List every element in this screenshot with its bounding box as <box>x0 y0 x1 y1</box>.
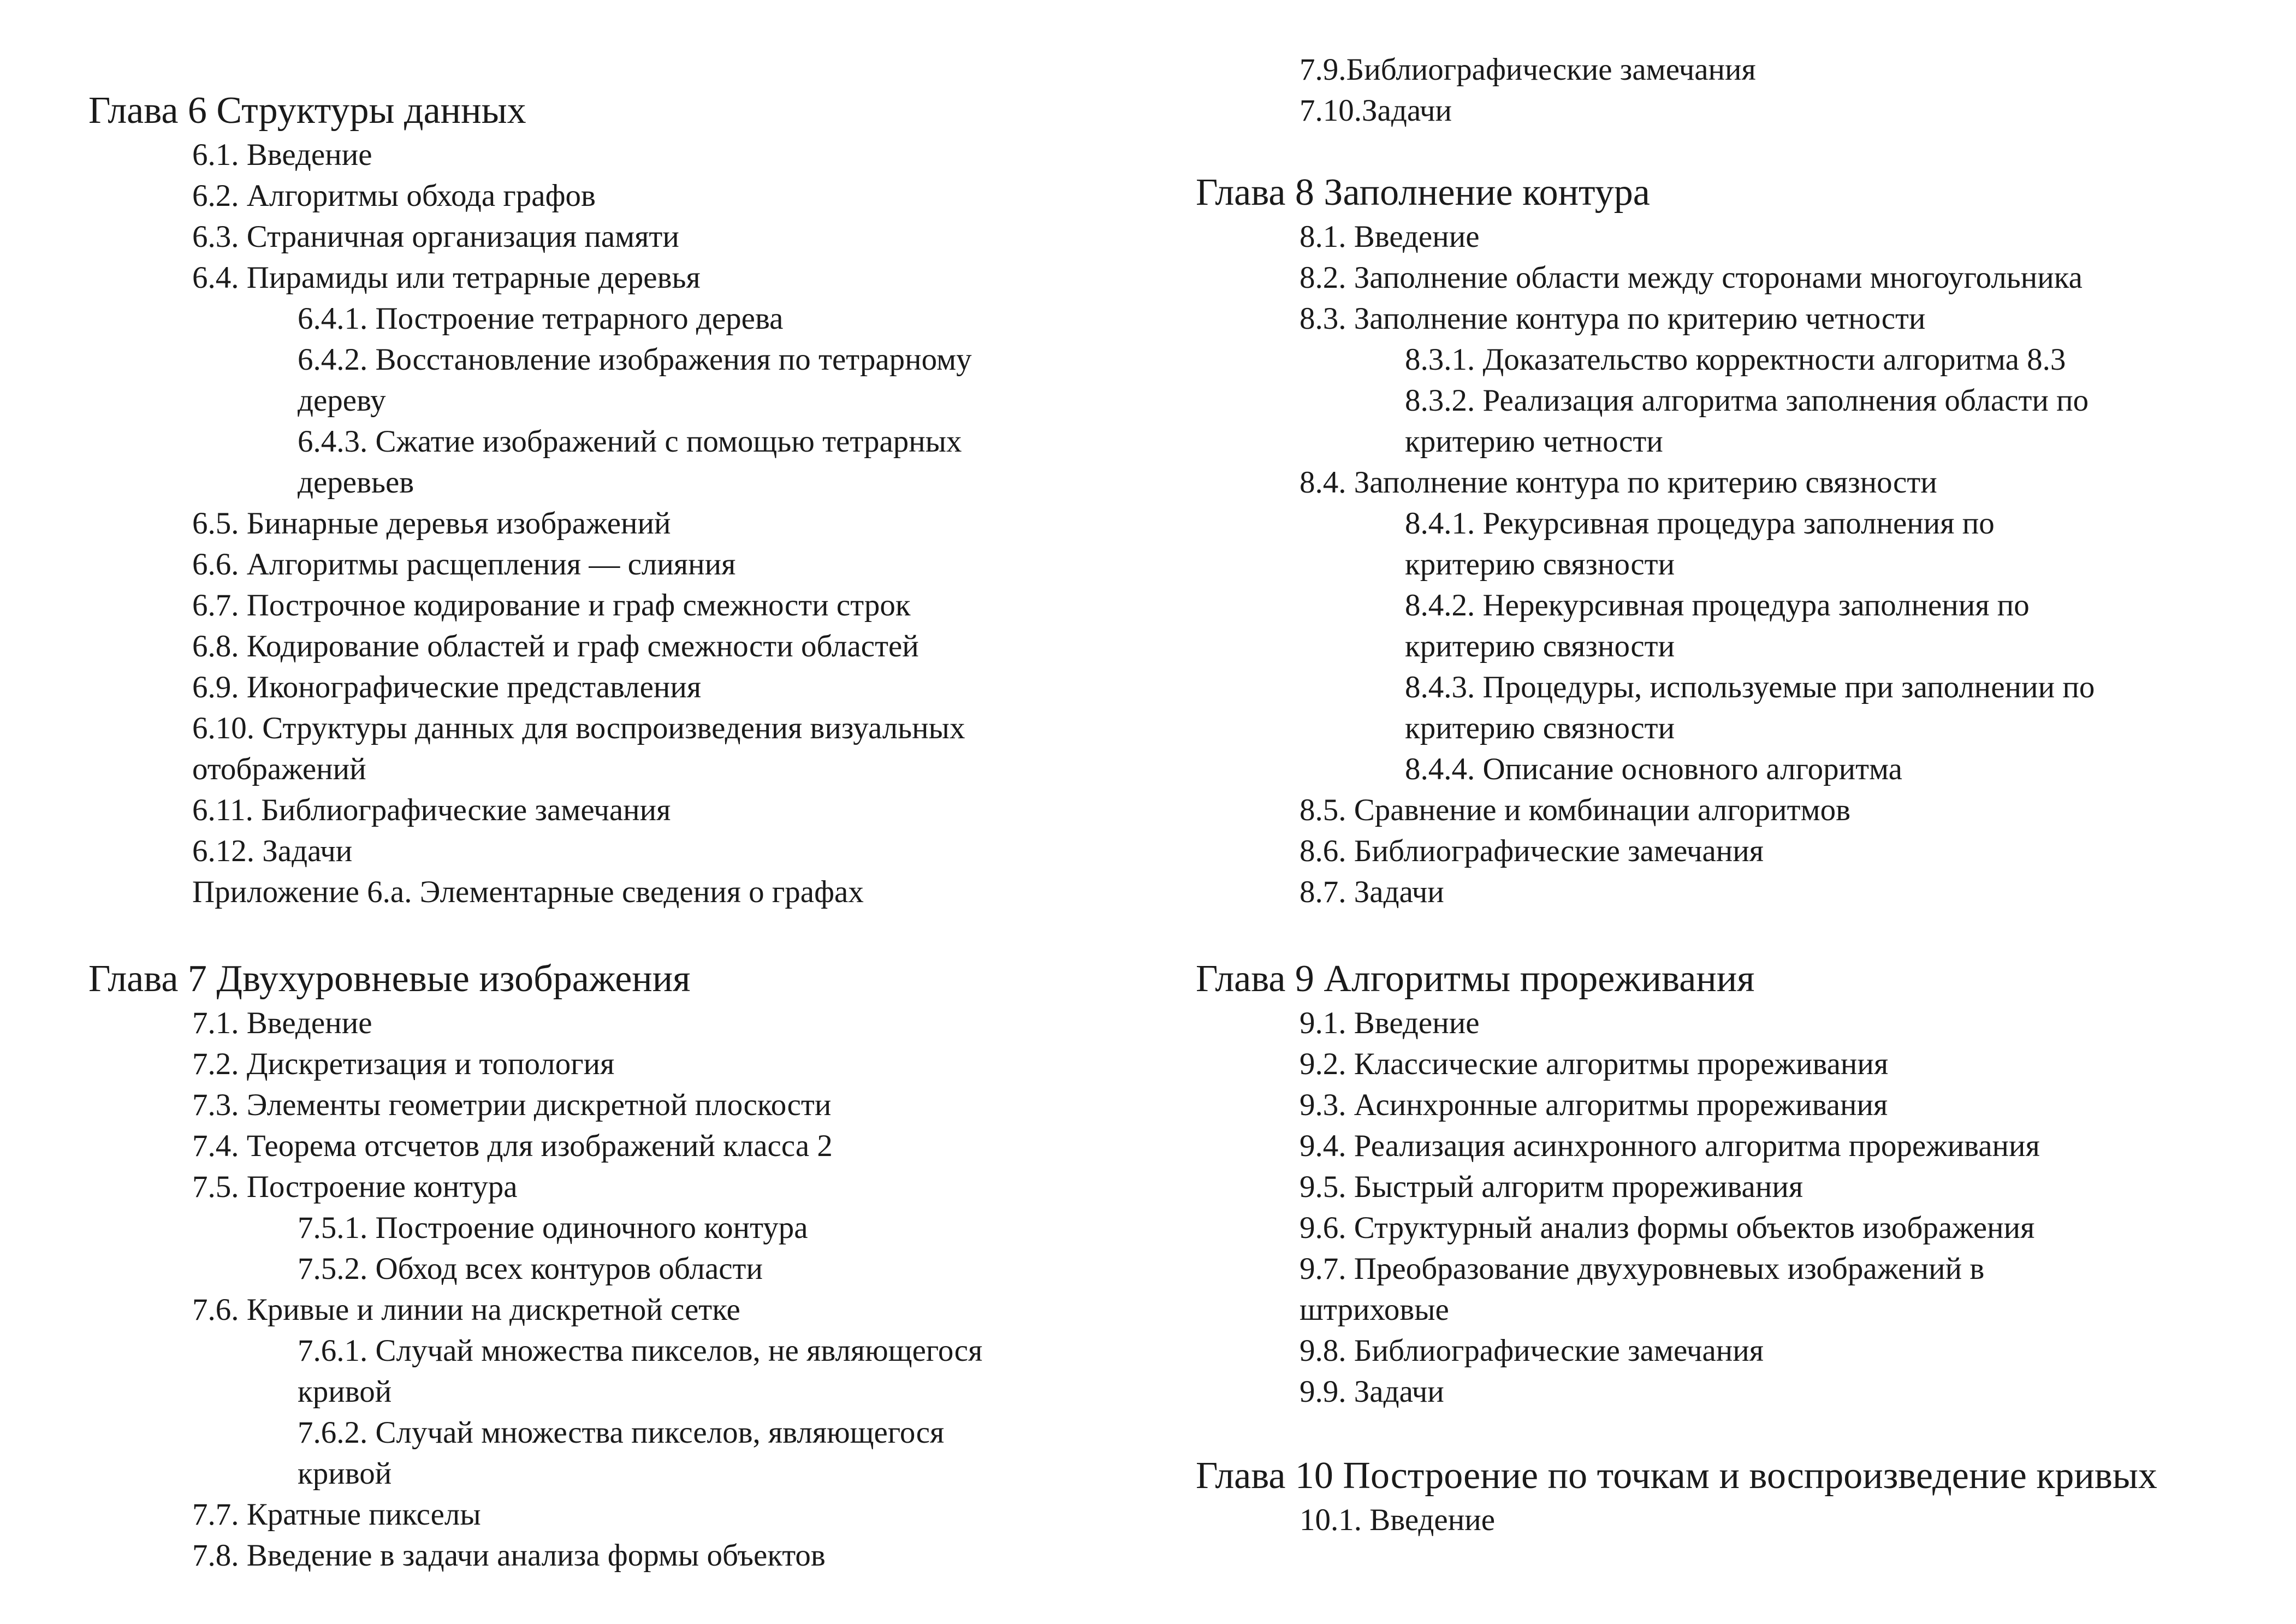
toc-entry: 7.6. Кривые и линии на дискретной сетке <box>192 1293 740 1327</box>
toc-entry: 7.1. Введение <box>192 1006 372 1040</box>
toc-entry-text: 7.6.1. Случай множества пикселов, не являющегося <box>298 1333 983 1368</box>
toc-entry <box>298 421 972 503</box>
toc-entry: 7.9.Библиографические замечания <box>1300 52 1756 87</box>
toc-entry-continuation: критерию связности <box>1405 711 1675 745</box>
toc-entry-text: 8.3.2. Реализация алгоритма заполнения области по <box>1405 383 2089 418</box>
toc-entry: Приложение 6.a. Элементарные сведения о графах <box>192 875 864 909</box>
toc-entry: 6.12. Задачи <box>192 834 353 868</box>
toc-entry: 6.8. Кодирование областей и граф смежности областей <box>192 629 919 663</box>
toc-entry <box>298 339 972 421</box>
toc-entry: 10.1. Введение <box>1300 1503 1496 1537</box>
toc-entry: 9.4. Реализация асинхронного алгоритма прореживания <box>1300 1129 2040 1163</box>
chapter-heading: Глава 8 Заполнение контура <box>1196 171 1650 214</box>
toc-entry-text: 7.6.2. Случай множества пикселов, являющегося <box>298 1415 945 1450</box>
toc-entry: 7.2. Дискретизация и топология <box>192 1047 615 1081</box>
toc-entry <box>1405 667 2095 749</box>
toc-entry: 7.3. Элементы геометрии дискретной плоскости <box>192 1088 832 1122</box>
toc-entry: 7.10.Задачи <box>1300 93 1452 128</box>
toc-entry <box>1405 503 2095 585</box>
toc-entry: 8.2. Заполнение области между сторонами многоугольника <box>1300 260 2083 295</box>
chapter-heading: Глава 10 Построение по точкам и воспроизведение кривых <box>1196 1455 2157 1497</box>
toc-entry <box>192 708 972 790</box>
toc-entry-text: 6.10. Структуры данных для воспроизведения визуальных <box>192 711 965 745</box>
toc-entry: 9.5. Быстрый алгоритм прореживания <box>1300 1170 1803 1204</box>
toc-entry-text: 6.4.2. Восстановление изображения по тетрарному <box>298 342 972 377</box>
toc-entry: 9.3. Асинхронные алгоритмы прореживания <box>1300 1088 1888 1122</box>
toc-entry: 8.3.1. Доказательство корректности алгоритма 8.3 <box>1405 342 2066 377</box>
toc-entry: 8.3. Заполнение контура по критерию четности <box>1300 301 1926 336</box>
toc-entry: 8.7. Задачи <box>1300 875 1444 909</box>
toc-entry <box>1405 380 2095 462</box>
toc-entry: 7.5.1. Построение одиночного контура <box>298 1211 808 1245</box>
toc-entry: 7.5.2. Обход всех контуров области <box>298 1252 763 1286</box>
toc-entry-continuation: критерию связности <box>1405 547 1675 582</box>
chapter-heading: Глава 7 Двухуровневые изображения <box>88 958 691 1000</box>
toc-entry-text: 8.4.2. Нерекурсивная процедура заполнения по <box>1405 588 2030 623</box>
toc-entry-text: 6.4.3. Сжатие изображений с помощью тетрарных <box>298 424 962 459</box>
chapter-10-block <box>1196 1453 2168 1540</box>
toc-list <box>1196 216 2095 912</box>
toc-entry: 9.1. Введение <box>1300 1006 1480 1040</box>
toc-entry <box>298 1330 982 1412</box>
toc-entry-continuation: кривой <box>298 1456 392 1491</box>
toc-entry-continuation: критерию четности <box>1405 424 1663 459</box>
toc-entry <box>1300 1248 2040 1330</box>
toc-entry-continuation: кривой <box>298 1374 392 1409</box>
chapter-heading: Глава 9 Алгоритмы прореживания <box>1196 958 1755 1000</box>
toc-entry-continuation: дереву <box>298 383 386 418</box>
toc-entry-continuation: критерию связности <box>1405 629 1675 663</box>
toc-entry-continuation: деревьев <box>298 465 414 500</box>
toc-entry: 6.11. Библиографические замечания <box>192 793 671 827</box>
toc-entry-continuation: отображений <box>192 752 366 786</box>
toc-entry: 6.7. Построчное кодирование и граф смежности строк <box>192 588 911 623</box>
toc-entry: 7.8. Введение в задачи анализа формы объектов <box>192 1538 826 1573</box>
toc-entry-continuation: штриховые <box>1300 1293 1449 1327</box>
chapter-9-block <box>1196 956 2040 1412</box>
toc-entry-text: 8.4.1. Рекурсивная процедура заполнения по <box>1405 506 1995 541</box>
chapter-heading: Глава 6 Структуры данных <box>88 90 526 132</box>
toc-entry: 8.4. Заполнение контура по критерию связности <box>1300 465 1937 500</box>
toc-list <box>1196 1003 2040 1412</box>
toc-entry: 6.1. Введение <box>192 138 372 172</box>
toc-entry: 7.4. Теорема отсчетов для изображений класса 2 <box>192 1129 833 1163</box>
toc-entry <box>298 1412 982 1494</box>
chapter-7-block <box>88 956 982 1576</box>
toc-entry: 6.3. Страничная организация памяти <box>192 220 679 254</box>
toc-entry: 9.2. Классические алгоритмы прореживания <box>1300 1047 1889 1081</box>
chapter-7-continuation <box>1196 49 1756 131</box>
toc-entry: 6.6. Алгоритмы расщепления — слияния <box>192 547 736 582</box>
toc-list <box>88 1003 982 1576</box>
toc-entry: 9.6. Структурный анализ формы объектов изображения <box>1300 1211 2035 1245</box>
toc-entry: 8.5. Сравнение и комбинации алгоритмов <box>1300 793 1851 827</box>
toc-entry: 6.5. Бинарные деревья изображений <box>192 506 671 541</box>
toc-entry: 8.1. Введение <box>1300 220 1480 254</box>
toc-entry: 8.6. Библиографические замечания <box>1300 834 1764 868</box>
toc-entry: 6.4. Пирамиды или тетрарные деревья <box>192 260 701 295</box>
toc-entry: 6.4.1. Построение тетрарного дерева <box>298 301 784 336</box>
toc-entry <box>1405 585 2095 667</box>
toc-entry: 9.8. Библиографические замечания <box>1300 1333 1764 1368</box>
toc-entry: 8.4.4. Описание основного алгоритма <box>1405 752 1902 786</box>
toc-entry-text: 9.7. Преобразование двухуровневых изображений в <box>1300 1252 1985 1286</box>
toc-entry: 7.5. Построение контура <box>192 1170 518 1204</box>
chapter-8-block <box>1196 169 2095 912</box>
toc-entry: 6.2. Алгоритмы обхода графов <box>192 179 596 213</box>
toc-entry: 7.7. Кратные пикселы <box>192 1497 481 1532</box>
toc-entry: 9.9. Задачи <box>1300 1374 1444 1409</box>
toc-entry-text: 8.4.3. Процедуры, используемые при заполнении по <box>1405 670 2095 704</box>
toc-list <box>1196 1499 2168 1540</box>
toc-list <box>88 134 972 912</box>
toc-entry: 6.9. Иконографические представления <box>192 670 702 704</box>
chapter-6-block <box>88 87 972 912</box>
